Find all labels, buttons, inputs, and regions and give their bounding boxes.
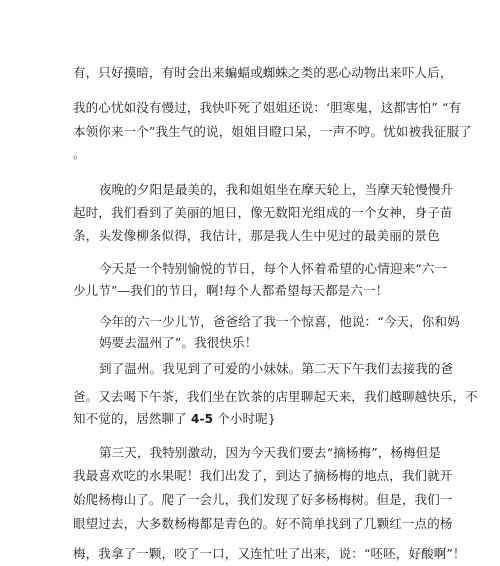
text-line: 有，只好摸暗，有时会出来蝙蝠或蜘蛛之类的恶心动物出来吓人后， xyxy=(73,65,453,80)
text-line xyxy=(73,411,276,427)
text-line: 爸。又去喝下午茶，我们坐在饮茶的店里聊起天来，我们越聊越快乐，不 xyxy=(73,389,478,404)
text-segment: 个小时呢} xyxy=(217,411,276,426)
text-line: 妈要去温州了”。我很快乐！ xyxy=(99,335,258,350)
text-segment: 知不觉的，居然聊了 xyxy=(73,411,187,426)
text-line: 今年的六一少儿节，爸爸给了我一个惊喜，他说：“今天，你和妈 xyxy=(99,314,460,329)
text-line: 始爬杨梅山了。爬了一会儿，我们发现了好多杨梅树。但是，我们一 xyxy=(73,492,453,507)
text-line: 我最喜欢吃的水果呢！我们出发了，到达了摘杨梅的地点，我们就开 xyxy=(73,468,453,483)
text-line: 。 xyxy=(73,146,86,161)
text-line: 眼望过去，大多数杨梅都是青色的。好不简单找到了几颗红一点的杨 xyxy=(73,516,453,531)
text-line: 条，头发像柳条似得，我估计，那是我人生中见过的最美丽的景色 xyxy=(73,228,440,243)
text-line: 少儿节”—我们的节日，啊!每个人都希望每天都是六一！ xyxy=(73,283,389,298)
text-line: 到了温州。我见到了可爱的小妹妹。第二天下午我们去接我的爸 xyxy=(99,361,454,376)
text-line: 起时，我们看到了美丽的旭日，像无数阳光组成的一个女神，身子苗 xyxy=(73,205,453,220)
hours-number: 4-5 xyxy=(190,412,214,426)
text-line: 夜晚的夕阳是最美的，我和姐姐坐在摩天轮上，当摩天轮慢慢升 xyxy=(99,182,454,197)
text-line: 今天是一个特别愉悦的节日，每个人怀着希望的心情迎来“六一 xyxy=(99,261,448,276)
text-line: 梅，我拿了一颗，咬了一口，又连忙吐了出来，说：“呸呸，好酸啊”！ xyxy=(73,546,466,561)
text-line: 本领你来一个”我生气的说，姐姐目瞪口呆，一声不哼。忧如被我征服了 xyxy=(73,124,472,139)
text-line: 第三天，我特别激动，因为今天我们要去“摘杨梅”，杨梅但是 xyxy=(99,445,441,460)
text-line: 我的心忧如没有慢过，我快吓死了姐姐还说：‘胆寒鬼，这都害怕” “有 xyxy=(73,100,462,115)
